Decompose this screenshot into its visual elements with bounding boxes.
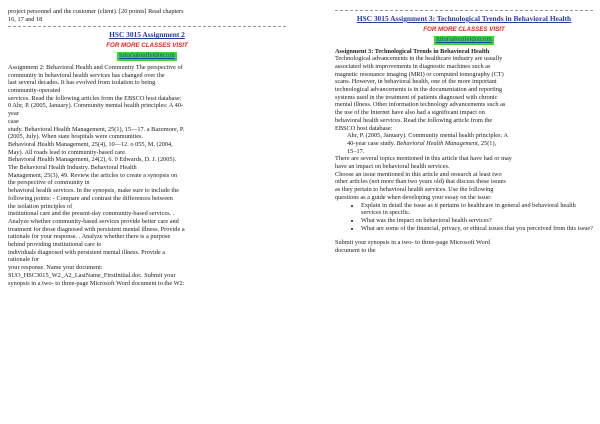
citation-volume: , 25(1), 15–17. [347, 139, 497, 155]
assignment-3-body-1: Technological advancements in the healthcare industry are usually associated with improvements in diagnostic machines such as magnetic resonance imaging (MRI) or computed tomography (CT) scans. However, in behavioral health, one of the more important technological advancements is in the documentation and reporting systems used in the treatment of patients diagnosed with chronic mental illness. Other information technology advancements such as the use of the Internet have also had a significant impact on behavioral health services. Read the following article from the EBSCO host database: [335, 55, 506, 132]
left-column [8, 0, 286, 287]
question-item: • Explain in detail the issue as it pertains to healthcare in general and behavioral health services in specific. [361, 202, 593, 217]
right-more-classes: FOR MORE CLASSES VISIT [423, 26, 505, 33]
question-list [335, 202, 593, 233]
left-site-link[interactable]: tutorialoutletdotcom [119, 52, 175, 60]
assignment-2-body: Assignment 2: Behavioral Health and Community The perspective of community in behavioral health services has changed over the last several decades. It has evolved from isolation to being community-operated services. Read the following articles from the EBSCO host database: 0 Ahr, P. (2005, January). Community mental health principles: A 40- year case study. Behavioral Health Management, 25(1), 15—17. a Bazemore, P. (2005, July). When state hospitals were communities. Behavioral Health Management, 25(4), 10—12. o 055, M. (2004, May). All roads lead to community-based care. Behavioral Health Management, 24(2), 6. 0 Edwards, D. J. (2005). The Behavioral Health Industry. Behavioral Health Management, 25(3), 49. Review the articles to create a synopsis on the perspective of community in behavioral health services. In the synopsis, make sure to include the following points: - Compare and contrast the differences between the isolation principles of institutional care and the present-day community-based services. . Analyze whether community-based services provide better care and treatment for those diagnosed with persistent mental illness. Provide a rationale for your response. . Analyze whether there is a purpose behind providing institutional care to individuals diagnosed with persistent mental illness. Provide a rationale for your response. Name your document: SUO_HSC3015_W2_A2_LastName_FirstInitial.doc. Submit your synopsis in a two- to three-page Microsoft Word document to the W2: [8, 63, 185, 287]
assignment-2-heading[interactable]: HSC 3015 Assignment 2 [109, 30, 185, 40]
right-divider [335, 10, 593, 11]
assignment-3-heading[interactable]: HSC 3015 Assignment 3: Technological Trends in Behavioral Health [356, 14, 572, 23]
left-more-classes: FOR MORE CLASSES VISIT [106, 42, 188, 50]
citation-journal: Behavioral Health Management [396, 139, 478, 147]
spacer [335, 232, 593, 239]
left-top-text: project personnel and the customer (client). [20 points] Read chapters 16, 17 and 18 [8, 8, 184, 23]
assignment-3-body-2: There are several topics mentioned in this article that have had or may have an impact on behavioral health services. Choose an issue mentioned in this article and research at least two other articles (not more than two years old) that discuss these issues as they pertain to behavioral health services. Use the following questions as a guide when developing your essay on the issue: [335, 155, 512, 201]
question-item: • What was the impact on behavioral health services? [361, 217, 593, 225]
question-item: • What are some of the financial, privacy, or ethical issues that you perceived from this issue? [361, 225, 593, 233]
right-site-wrap [335, 36, 593, 45]
assignment-3-title: Assignment 3: Technological Trends in Behavioral Health [335, 47, 490, 55]
left-site-wrap [8, 52, 286, 61]
citation-text: Ahr, P. (2005, January). Community mental health principles: A 40-year case study. [347, 132, 508, 147]
right-column [335, 0, 593, 255]
submission-note: Submit your synopsis in a two- to three-page Microsoft Word document to the [335, 239, 490, 255]
left-divider [8, 26, 286, 27]
right-site-link[interactable]: tutorialoutletdotcom [436, 36, 492, 43]
article-citation [347, 132, 593, 155]
